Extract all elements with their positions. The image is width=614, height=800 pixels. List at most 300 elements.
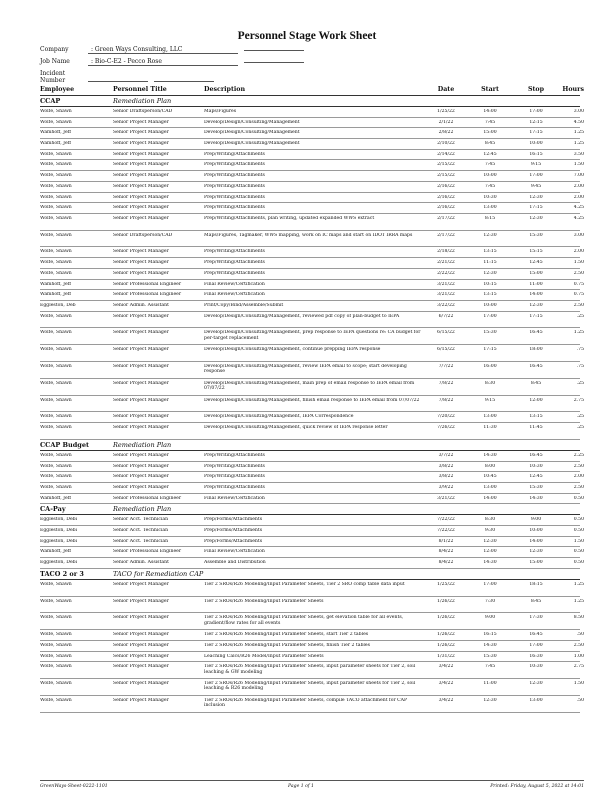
- stop-cell: 11:00: [529, 281, 543, 287]
- table-row: [40, 483, 584, 494]
- start-cell: 14:00: [483, 109, 497, 114]
- title-cell: Senior Project Manager: [113, 697, 169, 703]
- title-cell: Senior Project Manager: [113, 330, 169, 336]
- title-cell: Senior Project Manager: [113, 474, 169, 480]
- hours-cell: 4.25: [573, 215, 584, 221]
- employee-cell: Wolfe, Shawn: [40, 215, 72, 221]
- employee-cell: Wolfe, Shawn: [40, 425, 72, 431]
- table-row: [40, 107, 584, 118]
- stop-cell: 16:45: [529, 330, 543, 336]
- table-row: [40, 641, 584, 652]
- employee-cell: Eggleston, Debi: [40, 560, 78, 566]
- stop-cell: 12:30: [529, 549, 543, 555]
- start-cell: 10:45: [483, 474, 497, 480]
- hours-cell: .75: [576, 363, 584, 369]
- job-label: Job Name: [40, 58, 70, 65]
- title-cell: Senior Project Manager: [113, 205, 169, 211]
- description-cell: Prep/Forms/Attachments: [204, 538, 263, 544]
- employee-cell: Wolfe, Shawn: [40, 598, 72, 604]
- section-description: Remediation Plan: [113, 505, 172, 514]
- stop-cell: 13:00: [529, 697, 543, 703]
- table-row: [40, 171, 584, 182]
- start-cell: 10:00: [483, 173, 497, 179]
- date-cell: 1/26/22: [437, 598, 455, 604]
- description-cell: Tier 2 SROs/R26 Modeling/Input Parameter Sheets, input parameter sheets for Tier 2, soil leaching & R26 modeling: [204, 680, 416, 692]
- stop-cell: 16:45: [529, 363, 543, 369]
- title-cell: Senior Project Manager: [113, 664, 169, 670]
- table-row: [40, 312, 584, 329]
- table-row: [40, 462, 584, 473]
- title-cell: Senior Draftsperson/CAD: [113, 232, 173, 238]
- stop-cell: 12:30: [529, 302, 543, 308]
- start-cell: 8:30: [484, 380, 496, 386]
- table-row: [40, 379, 584, 396]
- description-cell: Prep/Writing/Attachments: [204, 463, 265, 469]
- description-cell: Develop/Design/Consulting/Management, review IEPA email to scope; start developing response: [204, 363, 407, 375]
- title-cell: Senior Project Manager: [113, 194, 169, 200]
- start-cell: 7:30: [484, 598, 496, 604]
- employee-cell: Wolfe, Shawn: [40, 162, 72, 168]
- date-cell: 2/21/22: [437, 260, 455, 266]
- start-cell: 8:15: [484, 215, 496, 221]
- stop-cell: 15:15: [529, 249, 543, 255]
- description-cell: Prep/Writing/Attachments: [204, 183, 265, 189]
- table-row: [40, 526, 584, 537]
- start-cell: 13:00: [483, 484, 497, 490]
- description-cell: Prep/Writing/Attachments: [204, 205, 265, 211]
- stop-cell: 8:45: [530, 598, 542, 604]
- employee-cell: Eggleston, Deb: [40, 302, 76, 308]
- date-cell: 7/22/22: [437, 517, 455, 523]
- employee-cell: Wolfe, Shawn: [40, 380, 72, 386]
- col-start: Start: [481, 86, 499, 93]
- job-value: : Bio-C-E2 - Pecco Rose: [88, 58, 238, 66]
- table-row: [40, 696, 584, 713]
- hours-cell: 0.75: [573, 292, 584, 298]
- table-row: [40, 580, 584, 597]
- employee-cell: Wamhoff, Jeff: [40, 549, 71, 555]
- description-cell: Prep/Writing/Attachments: [204, 249, 265, 255]
- employee-cell: Wolfe, Shawn: [40, 452, 72, 458]
- title-cell: Senior Professional Engineer: [113, 495, 182, 501]
- hours-cell: 2.50: [573, 484, 584, 490]
- title-cell: Senior Acct. Technician: [113, 527, 169, 533]
- title-cell: Senior Project Manager: [113, 119, 169, 125]
- description-cell: Develop/Design/Consulting/Management: [204, 130, 300, 136]
- date-cell: 2/10/22: [437, 141, 455, 147]
- start-cell: 8:30: [484, 517, 496, 523]
- hours-cell: 1.50: [573, 538, 584, 544]
- employee-cell: Wolfe, Shawn: [40, 151, 72, 157]
- employee-cell: Wolfe, Shawn: [40, 463, 72, 469]
- description-cell: Develop/Design/Consulting/Management, reviewed pdf copy of plan-budget to IEPA: [204, 313, 400, 319]
- incident-value: [88, 81, 148, 82]
- hours-cell: 2.00: [573, 249, 584, 255]
- employee-cell: Eggleston, Debi: [40, 538, 78, 544]
- stop-cell: 10:30: [529, 463, 543, 469]
- title-cell: Senior Project Manager: [113, 173, 169, 179]
- title-cell: Senior Project Manager: [113, 249, 169, 255]
- table-row: [40, 231, 584, 248]
- stop-cell: 17:15: [529, 130, 543, 136]
- hours-cell: 4.25: [573, 205, 584, 211]
- description-cell: Prep/Writing/Attachments: [204, 452, 265, 458]
- table-row: [40, 515, 584, 526]
- start-cell: 16:00: [483, 363, 497, 369]
- employee-cell: Wolfe, Shawn: [40, 653, 72, 659]
- employee-cell: Wolfe, Shawn: [40, 397, 72, 403]
- start-cell: 12:30: [483, 270, 497, 276]
- page-title: Personnel Stage Work Sheet: [237, 30, 377, 42]
- start-cell: 12:00: [483, 549, 497, 555]
- description-cell: Print/Copy/Bind/Assemble/Submit: [204, 302, 284, 308]
- stop-cell: 18:15: [529, 581, 543, 587]
- title-cell: Senior Project Manager: [113, 130, 169, 136]
- employee-cell: Wolfe, Shawn: [40, 615, 72, 621]
- description-cell: Tier 2 SROs/R26 Modeling/Input Parameter Sheets: [204, 598, 324, 604]
- description-cell: Maps/Figures, Tagmaker, WWS mapping, work on IC maps and start on IDOT IRRA maps: [204, 232, 413, 238]
- description-cell: Final Review/Certification: [204, 281, 265, 287]
- hours-cell: 0.50: [573, 527, 584, 533]
- description-cell: Prep/Forms/Attachments: [204, 517, 263, 523]
- table-row: [40, 280, 584, 291]
- table-row: [40, 269, 584, 280]
- description-cell: Prep/Writing/Attachments: [204, 270, 265, 276]
- stop-cell: 9:15: [530, 162, 542, 168]
- description-cell: Develop/Design/Consulting/Management: [204, 141, 300, 147]
- stop-cell: 10:30: [529, 664, 543, 670]
- date-cell: 7/7/22: [438, 363, 454, 369]
- hours-cell: 1.50: [573, 680, 584, 686]
- description-cell: Develop/Design/Consulting/Management, prep response to IEPA questions re: CA budget for per-target replacement: [204, 330, 421, 341]
- start-cell: 12:30: [483, 697, 497, 703]
- description-cell: Final Review/Certification: [204, 292, 265, 298]
- date-cell: 7/26/22: [437, 425, 455, 431]
- date-cell: 1/26/22: [437, 642, 455, 648]
- description-cell: Develop/Design/Consulting/Management, main prep of email response to IEPA email from 07/07/22: [204, 380, 415, 392]
- hours-cell: 3.00: [573, 232, 584, 238]
- employee-cell: Wolfe, Shawn: [40, 232, 72, 238]
- employee-cell: Wolfe, Shawn: [40, 194, 72, 200]
- title-cell: Senior Project Manager: [113, 215, 169, 221]
- start-cell: 13:00: [483, 414, 497, 420]
- start-cell: 13:15: [483, 249, 497, 255]
- employee-cell: Wolfe, Shawn: [40, 484, 72, 490]
- description-cell: Prep/Writing/Attachments, plan writing, updated expanded WWS extract: [204, 215, 375, 221]
- section-header: [40, 504, 580, 515]
- date-cell: 8/4/22: [438, 549, 454, 555]
- employee-cell: Wamhoff, Jeff: [40, 495, 71, 501]
- hours-cell: .50: [576, 697, 584, 703]
- table-row: [40, 203, 584, 214]
- hours-cell: 0.50: [573, 560, 584, 566]
- employee-cell: Wolfe, Shawn: [40, 581, 72, 587]
- table-row: [40, 247, 584, 258]
- start-cell: 13:15: [483, 292, 497, 298]
- table-row: [40, 679, 584, 696]
- employee-cell: Wolfe, Shawn: [40, 697, 72, 703]
- date-cell: 2/8/22: [438, 130, 454, 136]
- hours-cell: .25: [576, 425, 584, 431]
- stop-cell: 17:30: [529, 615, 543, 621]
- start-cell: 11:30: [483, 425, 497, 431]
- table-row: [40, 396, 584, 413]
- employee-cell: Wolfe, Shawn: [40, 363, 72, 369]
- date-cell: 3/4/22: [438, 664, 454, 670]
- description-cell: Develop/Design/Consulting/Management: [204, 119, 300, 125]
- hours-cell: .75: [576, 347, 584, 353]
- hours-cell: 2.00: [573, 474, 584, 480]
- description-cell: Develop/Design/Consulting/Management, finish email response to IEPA email from 07/07/22: [204, 397, 420, 403]
- section-name: TACO 2 or 3: [40, 569, 84, 578]
- stop-cell: 17:15: [529, 313, 543, 319]
- stop-cell: 9:00: [530, 517, 542, 523]
- table-row: [40, 160, 584, 171]
- stop-cell: 8:45: [530, 380, 542, 386]
- stop-cell: 12:30: [529, 215, 543, 221]
- company-row: [40, 46, 304, 56]
- stop-cell: 14:00: [529, 538, 543, 544]
- title-cell: Senior Project Manager: [113, 151, 169, 157]
- start-cell: 15:30: [483, 330, 497, 336]
- start-cell: 9:15: [484, 397, 496, 403]
- hours-cell: 2.75: [573, 397, 584, 403]
- start-cell: 14:30: [483, 642, 497, 648]
- hours-cell: 1.50: [573, 162, 584, 168]
- date-cell: 2/16/22: [437, 194, 455, 200]
- hours-cell: 2.25: [573, 452, 584, 458]
- stop-cell: 12:45: [529, 260, 543, 266]
- stop-cell: 9:45: [530, 183, 542, 189]
- title-cell: Senior Acct. Technician: [113, 538, 169, 544]
- date-cell: 2/16/22: [437, 205, 455, 211]
- stop-cell: 17:00: [529, 642, 543, 648]
- start-cell: 14:30: [483, 452, 497, 458]
- column-header-row: [40, 84, 584, 96]
- employee-cell: Wolfe, Shawn: [40, 249, 72, 255]
- hours-cell: 2.50: [573, 270, 584, 276]
- title-cell: Senior Project Manager: [113, 162, 169, 168]
- employee-cell: Wolfe, Shawn: [40, 173, 72, 179]
- col-employee: Employee: [40, 86, 75, 93]
- stop-cell: 17:00: [529, 109, 543, 114]
- start-cell: 9:00: [484, 615, 496, 621]
- hours-cell: 7.00: [573, 173, 584, 179]
- date-cell: 7/8/22: [438, 397, 454, 403]
- hours-cell: 0.50: [573, 517, 584, 523]
- hours-cell: 2.50: [573, 463, 584, 469]
- hours-cell: .25: [576, 414, 584, 420]
- section-name: CA-Pay: [40, 505, 66, 514]
- date-cell: 1/25/22: [437, 581, 455, 587]
- title-cell: Senior Project Manager: [113, 680, 169, 686]
- stop-cell: 13:15: [529, 414, 543, 420]
- title-cell: Senior Project Manager: [113, 642, 169, 648]
- company-label: Company: [40, 46, 69, 53]
- start-cell: 12:30: [483, 538, 497, 544]
- start-cell: 9:30: [484, 527, 496, 533]
- start-cell: 14:00: [483, 495, 497, 501]
- date-cell: 3/7/22: [438, 452, 454, 458]
- hours-cell: .25: [576, 380, 584, 386]
- hours-cell: 1.50: [573, 260, 584, 266]
- stop-cell: 10:00: [529, 141, 543, 147]
- date-cell: 2/16/22: [437, 183, 455, 189]
- start-cell: 13:00: [483, 205, 497, 211]
- title-cell: Senior Project Manager: [113, 452, 169, 458]
- start-cell: 12:30: [483, 232, 497, 238]
- section-header: [40, 569, 580, 580]
- date-cell: 8/1/22: [438, 538, 454, 544]
- description-cell: Tier 2 SROs/R26 Modeling/Input Parameter Sheets, compile TACO attachment for CAP inclusion: [204, 697, 408, 709]
- table-row: [40, 472, 584, 483]
- description-cell: Tier 2 SROs/R26 Modeling/Input Parameter Sheets, get elevation table for all events, gradient/flow rates for all events: [204, 615, 404, 626]
- start-cell: 15:30: [483, 653, 497, 659]
- table-row: [40, 139, 584, 150]
- title-cell: Senior Project Manager: [113, 380, 169, 386]
- employee-cell: Wolfe, Shawn: [40, 680, 72, 686]
- date-cell: 2/17/22: [437, 232, 455, 238]
- description-cell: Prep/Writing/Attachments: [204, 260, 265, 266]
- employee-cell: Wolfe, Shawn: [40, 109, 72, 114]
- description-cell: Prep/Writing/Attachments: [204, 484, 265, 490]
- date-cell: 3/4/22: [438, 697, 454, 703]
- table-row: [40, 537, 584, 548]
- date-cell: 1/25/22: [437, 109, 455, 114]
- table-row: [40, 597, 584, 614]
- table-row: [40, 652, 584, 663]
- table-row: [40, 128, 584, 139]
- hours-cell: 2.50: [573, 302, 584, 308]
- title-cell: Senior Admin. Assistant: [113, 560, 169, 566]
- table-row: [40, 328, 584, 345]
- start-cell: 7:45: [484, 183, 496, 189]
- description-cell: Prep/Forms/Attachments: [204, 527, 263, 533]
- title-cell: Senior Project Manager: [113, 632, 169, 638]
- incident-row: [40, 70, 214, 84]
- table-row: [40, 547, 584, 558]
- col-description: Description: [204, 86, 246, 93]
- start-cell: 7:45: [484, 162, 496, 168]
- table-row: [40, 182, 584, 193]
- table-row: [40, 558, 584, 569]
- table-row: [40, 662, 584, 679]
- date-cell: 3/8/22: [438, 474, 454, 480]
- description-cell: Assemble and Distribution: [204, 560, 266, 566]
- section-name: CCAP Budget: [40, 440, 89, 449]
- col-hours: Hours: [562, 86, 584, 93]
- date-cell: 3/9/22: [438, 484, 454, 490]
- start-cell: 10:30: [483, 194, 497, 200]
- date-cell: 6/15/22: [437, 347, 455, 353]
- hours-cell: 0.50: [573, 549, 584, 555]
- description-cell: Develop/Design/Consulting/Management, IEPA Correspondence: [204, 414, 354, 420]
- description-cell: Tier 2 SROs/R26 Modeling/Input Parameter Sheets, finish Tier 2 tables: [204, 642, 370, 648]
- title-cell: Senior Professional Engineer: [113, 292, 182, 298]
- start-cell: 10:00: [483, 302, 497, 308]
- date-cell: 2/17/22: [437, 215, 455, 221]
- employee-cell: Wolfe, Shawn: [40, 474, 72, 480]
- date-cell: 3/22/22: [437, 302, 455, 308]
- employee-cell: Wamhoff, Jeff: [40, 130, 71, 136]
- col-title: Personnel Title: [113, 86, 167, 93]
- section-description: Remediation Plan: [113, 97, 172, 105]
- hours-cell: 1.25: [573, 598, 584, 604]
- job-row: [40, 58, 304, 68]
- description-cell: Tier 2 SROs/R26 Modeling/Input Parameter Sheets, start Tier 2 tables: [204, 632, 369, 638]
- employee-cell: Wamhoff, Jeff: [40, 292, 71, 298]
- table-row: [40, 451, 584, 462]
- table-row: [40, 150, 584, 161]
- title-cell: Senior Project Manager: [113, 598, 169, 604]
- worksheet-rows: [40, 96, 584, 713]
- table-row: [40, 290, 584, 301]
- title-cell: Senior Project Manager: [113, 347, 169, 353]
- date-cell: 7/20/22: [437, 414, 455, 420]
- table-row: [40, 412, 584, 423]
- description-cell: Prep/Writing/Attachments: [204, 151, 265, 157]
- hours-cell: 2.75: [573, 664, 584, 670]
- table-row: [40, 613, 584, 630]
- employee-cell: Wamhoff, Jeff: [40, 281, 71, 287]
- company-value: : Green Ways Consulting, LLC: [88, 46, 238, 54]
- title-cell: Senior Professional Engineer: [113, 281, 182, 287]
- description-cell: Final Review/Certification: [204, 495, 265, 501]
- title-cell: Senior Project Manager: [113, 414, 169, 420]
- table-row: [40, 423, 584, 440]
- hours-cell: 2.00: [573, 183, 584, 189]
- stop-cell: 12:30: [529, 194, 543, 200]
- section-header: [40, 440, 580, 451]
- stop-cell: 12:45: [529, 474, 543, 480]
- description-cell: Develop/Design/Consulting/Management, quick review of IEPA response letter: [204, 425, 388, 431]
- section-name: CCAP: [40, 97, 61, 105]
- table-row: [40, 214, 584, 231]
- hours-cell: 1.25: [573, 581, 584, 587]
- hours-cell: 4.50: [573, 119, 584, 125]
- title-cell: Senior Project Manager: [113, 363, 169, 369]
- employee-cell: Wolfe, Shawn: [40, 664, 72, 670]
- section-description: Remediation Plan: [113, 440, 172, 449]
- date-cell: 1/26/22: [437, 615, 455, 621]
- title-cell: Senior Project Manager: [113, 260, 169, 266]
- start-cell: 11:00: [483, 680, 497, 686]
- employee-cell: Wolfe, Shawn: [40, 330, 72, 336]
- stop-cell: 10:00: [529, 527, 543, 533]
- title-cell: Senior Project Manager: [113, 425, 169, 431]
- stop-cell: 12:00: [529, 397, 543, 403]
- date-cell: 1/26/22: [437, 632, 455, 638]
- title-cell: Senior Project Manager: [113, 615, 169, 621]
- date-cell: 6/15/22: [437, 330, 455, 336]
- table-row: [40, 494, 584, 505]
- date-cell: 3/21/22: [437, 292, 455, 298]
- start-cell: 8:45: [484, 141, 496, 147]
- stop-cell: 15:00: [529, 560, 543, 566]
- start-cell: 17:15: [483, 347, 497, 353]
- hours-cell: 0.50: [573, 495, 584, 501]
- col-stop: Stop: [527, 86, 545, 93]
- description-cell: Tier 2 SROs/R26 Modeling/Input Parameter Sheets, Tier 2 SRO comp table data input: [204, 581, 405, 587]
- date-cell: 7/22/22: [437, 527, 455, 533]
- stop-cell: 16:45: [529, 452, 543, 458]
- table-row: [40, 118, 584, 129]
- stop-cell: 15:30: [529, 484, 543, 490]
- title-cell: Senior Project Manager: [113, 141, 169, 147]
- hours-cell: .50: [576, 632, 584, 638]
- table-row: [40, 345, 584, 362]
- date-cell: 6/7/22: [438, 313, 454, 319]
